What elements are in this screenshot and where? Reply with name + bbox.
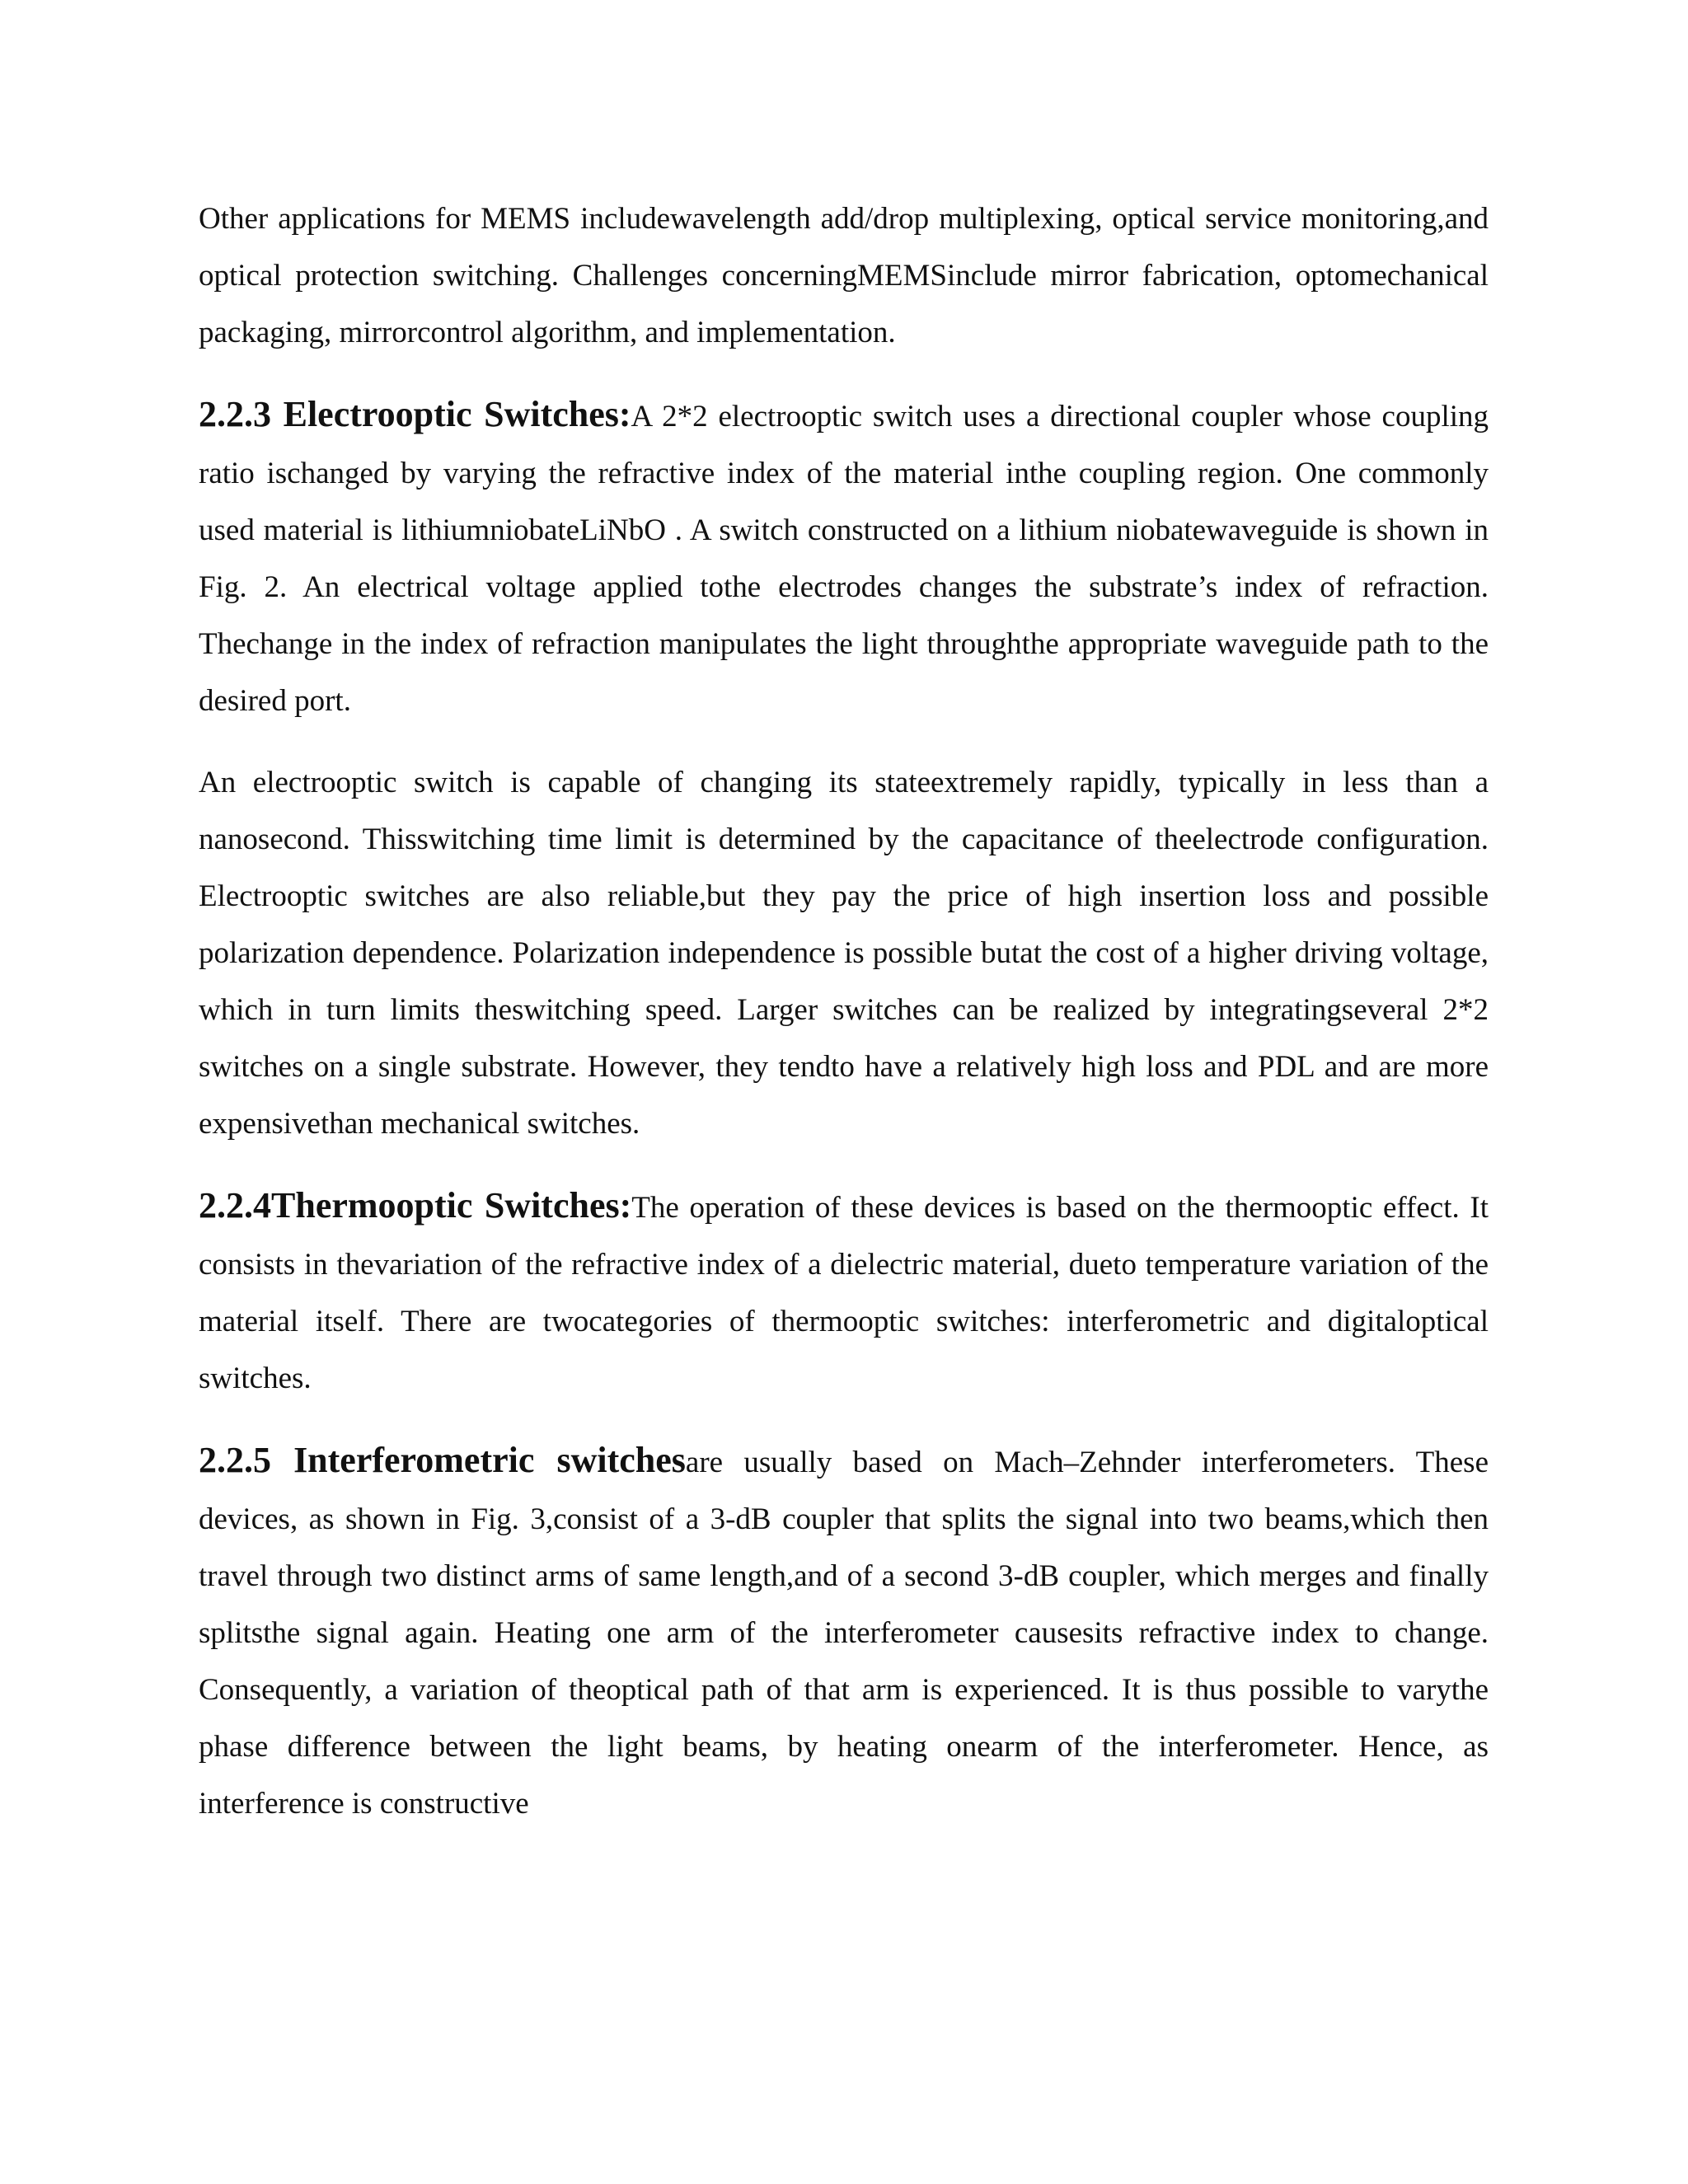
section-2-2-4-thermooptic-switches [199, 1177, 1489, 1407]
paragraph-text: An electrooptic switch is capable of changing its stateextremely rapidly, typically in less than a nanosecond. Thisswitching time limit is determined by the capacitance of theelectrode configuration. Electrooptic switches are also reliable,but they pay the price of high insertion loss and possible polarization dependence. Polarization independence is possible butat the cost of a higher driving voltage, which in turn limits theswitching speed. Larger switches can be realized by integratingseveral 2*2 switches on a single substrate. However, they tendto have a relatively high loss and PDL and are more expensivethan mechanical switches. [199, 766, 1489, 1141]
paragraph-mems-applications [199, 190, 1489, 361]
section-heading: 2.2.5 Interferometric switches [199, 1440, 686, 1480]
document-body [199, 190, 1489, 1857]
paragraph-text: The operation of these devices is based on the thermooptic effect. It consists in thevariation of the refractive index of a dielectric material, dueto temperature variation of the material itself. There are twocategories of thermooptic switches: interferometric and digitaloptical switches. [199, 1191, 1489, 1395]
paragraph-text: Other applications for MEMS includewavelength add/drop multiplexing, optical service monitoring,and optical protection switching. Challenges concerningMEMSinclude mirror fabrication, optomechanical packaging, mirrorcontrol algorithm, and implementation. [199, 202, 1489, 349]
section-heading: 2.2.4Thermooptic Switches: [199, 1185, 632, 1226]
section-2-2-5-interferometric-switches [199, 1432, 1489, 1832]
paragraph-text: are usually based on Mach–Zehnder interferometers. These devices, as shown in Fig. 3,consist of a 3-dB coupler that splits the signal into two beams,which then travel through two distinct arms of same length,and of a second 3-dB coupler, which merges and finally splitsthe signal again. Heating one arm of the interferometer causesits refractive index to change. Consequently, a variation of theoptical path of that arm is experienced. It is thus possible to varythe phase difference between the light beams, by heating onearm of the interferometer. Hence, as interference is constructive [199, 1446, 1489, 1821]
section-heading: 2.2.3 Electrooptic Switches: [199, 394, 631, 434]
section-2-2-3-electrooptic-switches [199, 386, 1489, 729]
paragraph-electrooptic-speed [199, 754, 1489, 1152]
paragraph-text: A 2*2 electrooptic switch uses a directional coupler whose coupling ratio ischanged by varying the refractive index of the material inthe coupling region. One commonly used material is lithiumniobateLiNbO . A switch constructed on a lithium niobatewaveguide is shown in Fig. 2. An electrical voltage applied tothe electrodes changes the substrate’s index of refraction. Thechange in the index of refraction manipulates the light throughthe appropriate waveguide path to the desired port. [199, 400, 1489, 718]
